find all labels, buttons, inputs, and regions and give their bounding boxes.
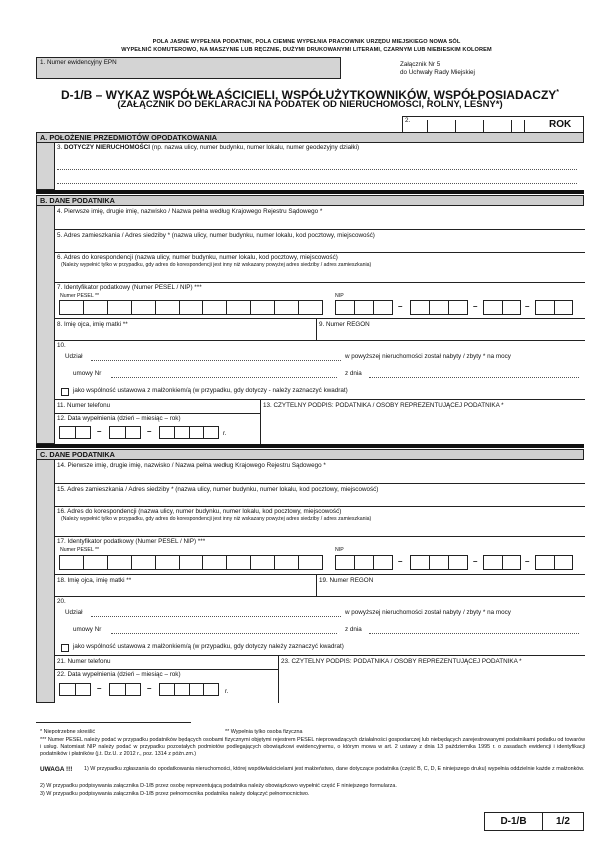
b-corr-field[interactable] [55,253,585,283]
section-a-header: A. POŁOŻENIE PRZEDMIOTÓW OPODATKOWANIA [36,132,584,144]
b-parents-field[interactable] [55,319,317,341]
c-year-input[interactable] [159,683,219,696]
b-spouse-label: jako wspólność ustawowa z małżonkiem/ą (w przypadku, gdy dotyczy - należy zaznaczyć kwadrat) [73,387,348,394]
b-regon-field[interactable] [317,319,585,341]
warning-1: 1) W przypadku zgłaszania do opodatkowania nieruchomości, której współwłaścicielami jest małżeństwo, dane dotyczące podatnika (część B, C, D, E niniejszego druku) wypełnia oddzielnie każde z małżonków. [84,766,585,772]
b-nip-part-3[interactable] [483,300,521,315]
header-line-1: POLA JASNE WYPEŁNIA PODATNIK, POLA CIEMNE WYPEŁNIA PRACOWNIK URZĘDU MIEJSKIEGO NOWA SÓL [152,39,461,45]
divider-b-c [36,444,584,448]
footnote-rule [36,722,191,723]
b-nip-part-1[interactable] [335,300,393,315]
form-code: D-1/B [485,813,543,830]
c-nip-part-3[interactable] [483,555,521,570]
b-parents-label: 8. Imię ojca, imię matki ** [57,321,128,328]
b-address-field[interactable] [55,230,585,253]
b-corr-label: 6. Adres do korespondencji (nazwa ulicy, numer budynku, numer lokalu, kod pocztowy, miejscowość) [57,254,338,261]
c-date-of-label: z dnia [345,626,362,633]
b-corr-note: (Należy wypełnić tylko w przypadku, gdy adres do korespondencji jest inny niż wskazany powyżej adres siedziby / adres zamieszkania) [61,262,372,268]
attachment-line-2: do Uchwały Rady Miejskiej [400,69,475,76]
b-pesel-label: Numer PESEL ** [60,293,100,299]
c-phone-field[interactable] [55,656,279,670]
c-pesel-label: Numer PESEL ** [60,547,100,553]
epn-field[interactable] [36,57,341,79]
c-year-suffix: r. [225,688,229,695]
b-nip-part-2[interactable] [410,300,468,315]
c-share-text: w powyższej nieruchomości został nabyty / zbyty * na mocy [345,609,511,616]
c-regon-label: 19. Numer REGON [319,577,374,584]
c-id-label: 17. Identyfikator podatkowy (Numer PESEL / NIP) *** [57,538,206,545]
b-year-input[interactable] [159,426,219,439]
b-share-label: Udział [65,353,83,360]
b-nip-part-4[interactable] [535,300,573,315]
b-phone-field[interactable] [55,400,261,414]
warning-3: 3) W przypadku podpisywania załącznika D-1/B przez pełnomocnika podatnika należy dołączyć pełnomocnictwo. [40,791,310,797]
c-corr-label: 16. Adres do korespondencji (nazwa ulicy, numer budynku, numer lokalu, kod pocztowy, miejscowość) [57,508,342,515]
c-date-field[interactable]: 22. Data wypełnienia (dzień – miesiąc – rok) – – r. [55,670,279,703]
warning-2: 2) W przypadku podpisywania załącznika D-1/B przez osobę reprezentującą podatnika należy obowiązkowo wypełnić część F niniejszego formularza. [40,783,397,789]
property-location-field[interactable] [54,143,584,190]
b-contract-label: umowy Nr [73,370,102,377]
b-regon-label: 9. Numer REGON [319,321,370,328]
b-signature-label: 13. CZYTELNY PODPIS: PODATNIKA / OSOBY REPREZENTUJĄCEJ PODATNIKA * [263,402,504,409]
c-share-label: Udział [65,609,83,616]
header-line-2: WYPEŁNIĆ KOMUTEROWO, NA MASZYNIE LUB RĘCZNIE, DUŻYMI DRUKOWANYMI LITERAMI, CZARNYM LUB NIEBIESKIM KOLOREM [121,47,492,53]
b-names-field[interactable] [55,206,585,230]
c-spouse-checkbox[interactable] [61,644,69,652]
f3-bold-label: DOTYCZY NIERUCHOMOŚCI [64,144,150,151]
b-id-label: 7. Identyfikator podatkowy (Numer PESEL / NIP) *** [57,284,202,291]
c-nip-part-2[interactable] [410,555,468,570]
c-parents-label: 18. Imię ojca, imię matki ** [57,577,132,584]
footnote-1: * Niepotrzebne skreślić [40,729,96,735]
b-names-label: 4. Pierwsze imię, drugie imię, nazwisko / Nazwa pełna według Krajowego Rejestru Sądowego * [57,208,323,215]
b-share-number: 10. [57,342,66,349]
c-corr-field[interactable] [55,507,585,537]
year-label: ROK [549,119,572,130]
section-b [36,205,584,444]
b-pesel-input[interactable] [59,300,323,315]
c-regon-field[interactable] [317,575,585,597]
c-id-field[interactable]: 17. Identyfikator podatkowy (Numer PESEL / NIP) *** Numer PESEL ** NIP – – – [55,537,585,575]
c-nip-part-4[interactable] [535,555,573,570]
c-nip-part-1[interactable] [335,555,393,570]
b-date-label: 12. Data wypełnienia (dzień – miesiąc – rok) [57,415,181,422]
form-title: D-1/B – WYKAZ WSPÓŁWŁAŚCICIELI, WSPÓŁUŻYTKOWNIKÓW, WSPÓŁPOSIADACZY* [60,88,560,102]
attachment-line-1: Załącznik Nr 5 [400,61,441,68]
b-month-input[interactable] [109,426,141,439]
b-share-text: w powyższej nieruchomości został nabyty / zbyty * na mocy [345,353,511,360]
section-b-header: B. DANE PODATNIKA [36,195,584,207]
c-signature-field[interactable] [279,656,585,703]
c-names-label: 14. Pierwsze imię, drugie imię, nazwisko / Nazwa pełna według Krajowego Rejestru Sądowego * [57,462,326,469]
f3-number: 3. [57,144,63,151]
divider-a-b [36,190,584,194]
b-share-field[interactable] [55,341,585,400]
b-signature-field[interactable] [261,400,585,444]
footnote-2: ** Wypełnia tylko osoba fizyczna [225,729,303,735]
c-phone-label: 21. Numer telefonu [57,658,111,665]
section-a [36,142,584,190]
epn-label: 1. Numer ewidencyjny EPN [40,59,117,66]
b-day-input[interactable] [59,426,91,439]
c-pesel-input[interactable] [59,555,323,570]
c-names-field[interactable] [55,460,585,484]
form-subtitle: (ZAŁĄCZNIK DO DEKLARACJI NA PODATEK OD NIERUCHOMOŚCI, ROLNY, LEŚNY*) [117,99,503,110]
section-c-header: C. DANE PODATNIKA [36,449,584,461]
f3-hint: (np. nazwa ulicy, numer budynku, numer lokalu, numer geodezyjny działki) [151,144,360,151]
c-corr-note: (Należy wypełnić tylko w przypadku, gdy adres do korespondencji jest inny niż wskazany powyżej adres siedziby / adres zamieszkania) [61,516,372,522]
page-number: 1/2 [556,816,570,827]
b-date-of-label: z dnia [345,370,362,377]
c-address-field[interactable] [55,484,585,507]
b-address-label: 5. Adres zamieszkania / Adres siedziby * (nazwa ulicy, numer budynku, numer lokalu, kod pocztowy, miejscowość) [57,232,375,239]
c-address-label: 15. Adres zamieszkania / Adres siedziby * (nazwa ulicy, numer budynku, numer lokalu, kod pocztowy, miejscowość) [57,486,379,493]
c-share-field[interactable] [55,597,585,656]
c-nip-label: NIP [335,547,344,553]
b-id-field[interactable]: 7. Identyfikator podatkowy (Numer PESEL / NIP) *** Numer PESEL ** NIP – – – [55,283,585,319]
b-nip-label: NIP [335,293,344,299]
footnote-3: *** Numer PESEL należy podać w przypadku podatników będących osobami fizycznymi objętymi rejestrem PESEL nieprowadzących działalności gospodarczej lub niebędących zarejestrowanymi podatnikami podatku od towarów i usług. Natomiast NIP należy podać w przypadku pozostałych podmiotów podlegających obowiązkowi ewidencyjnemu, o którym mowa w art. 2 ustawy z dnia 13 października 1995 r. o zasadach ewidencji i identyfikacji podatników i płatników (j.t. Dz.U. z 2012 r., poz. 1314 z późn.zm.) [40,737,585,757]
b-phone-label: 11. Numer telefonu [57,402,111,409]
c-share-number: 20. [57,598,66,605]
c-date-label: 22. Data wypełnienia (dzień – miesiąc – rok) [57,671,181,678]
c-parents-field[interactable] [55,575,317,597]
b-date-field[interactable]: 12. Data wypełnienia (dzień – miesiąc – rok) – – r. [55,414,261,444]
c-spouse-label: jako wspólność ustawowa z małżonkiem/ą (w przypadku, gdy dotyczy należy zaznaczyć kwadrat) [73,643,344,650]
b-year-suffix: r. [223,430,227,437]
form-code-box [484,812,584,831]
c-month-input[interactable] [109,683,141,696]
c-signature-label: 23. CZYTELNY PODPIS: PODATNIKA / OSOBY REPREZENTUJĄCEJ PODATNIKA * [281,658,522,665]
c-day-input[interactable] [59,683,91,696]
c-contract-label: umowy Nr [73,626,102,633]
section-c [36,459,584,703]
b-spouse-checkbox[interactable] [61,388,69,396]
year-number: 2. [405,117,411,124]
warning-title: UWAGA !!! [40,766,73,773]
